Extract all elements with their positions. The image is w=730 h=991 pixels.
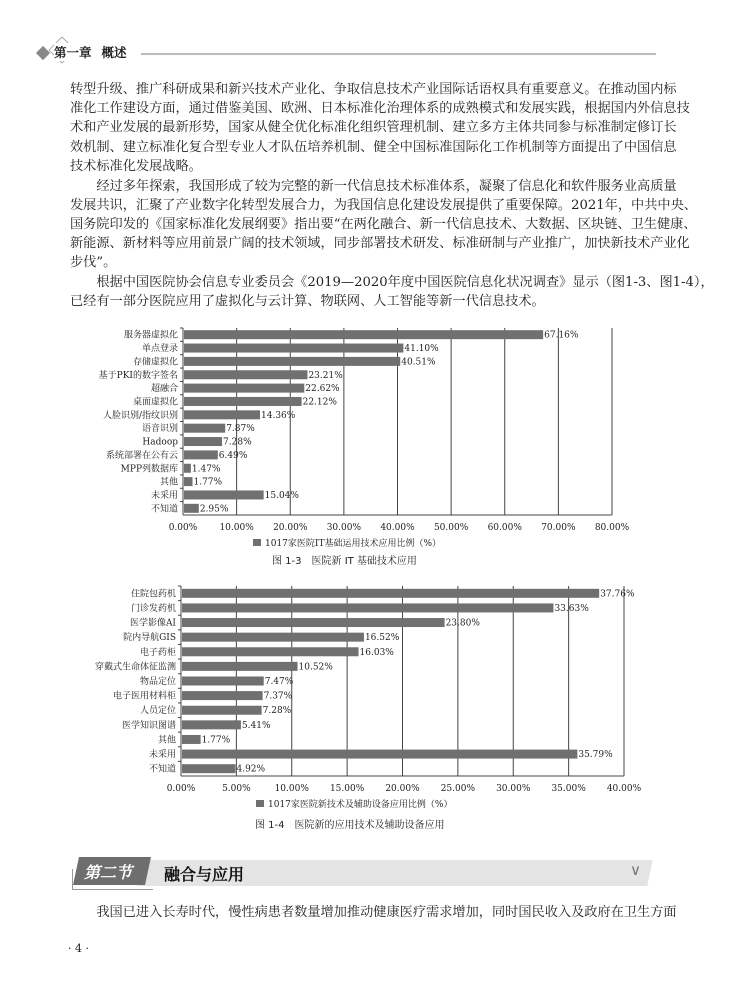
bar xyxy=(184,384,304,393)
x-tick-label: 5.00% xyxy=(222,784,251,794)
x-tick-label: 20.00% xyxy=(273,523,308,533)
category-label: 医学知识图谱 xyxy=(121,720,176,731)
category-label: 未采用 xyxy=(150,490,178,501)
x-tick-label: 50.00% xyxy=(433,523,469,533)
bar xyxy=(184,370,307,379)
value-label: 16.03% xyxy=(359,647,394,658)
x-tick-label: 15.00% xyxy=(329,784,365,794)
legend-label: 1017家医院IT基础运用技术应用比例（%） xyxy=(265,539,442,549)
x-tick-label: 0.00% xyxy=(168,523,198,533)
chart1-caption: 图 1-3 医院新 IT 基础技术应用 xyxy=(272,556,417,567)
running-header xyxy=(36,38,656,68)
bar xyxy=(184,504,199,513)
value-label: 14.36% xyxy=(261,410,296,421)
chart2-caption: 图 1-4 医院新的应用技术及辅助设备应用 xyxy=(255,820,445,831)
x-tick-label: 10.00% xyxy=(219,523,254,533)
category-label: 系统部署在公有云 xyxy=(105,450,178,461)
paragraph-line: 技术标准化发展战略。 xyxy=(70,159,202,174)
x-tick-label: 80.00% xyxy=(594,523,630,533)
paragraph-line: 国务院印发的《国家标准化发展纲要》指出要“在两化融合、新一代信息技术、大数据、区块链、卫生健康、 xyxy=(70,217,697,232)
x-tick-label: 35.00% xyxy=(551,784,586,794)
category-label: 存储虚拟化 xyxy=(132,357,178,368)
value-label: 22.62% xyxy=(305,384,340,395)
chapter-title xyxy=(54,43,141,61)
bar xyxy=(184,437,222,446)
value-label: 40.51% xyxy=(401,357,436,368)
x-tick-label: 20.00% xyxy=(385,784,420,794)
bar xyxy=(182,706,262,715)
category-label: 桌面虚拟化 xyxy=(132,397,178,408)
bar xyxy=(182,618,445,627)
bar xyxy=(182,691,263,700)
value-label: 33.63% xyxy=(554,603,589,614)
bar xyxy=(182,589,599,598)
category-label: 单点登录 xyxy=(141,344,178,355)
bar xyxy=(184,344,403,353)
x-tick-label: 40.00% xyxy=(380,523,415,533)
x-tick-label: 70.00% xyxy=(541,523,576,533)
category-label: 服务器虚拟化 xyxy=(123,330,178,341)
x-tick-label: 10.00% xyxy=(274,784,309,794)
x-tick-label: 30.00% xyxy=(326,523,362,533)
bar xyxy=(182,677,264,686)
bar xyxy=(184,410,260,419)
legend-label: 1017家医院新技术及辅助设备应用比例（%） xyxy=(268,800,453,810)
header-rule xyxy=(128,53,656,55)
category-label: 语音识别 xyxy=(141,424,178,435)
category-label: 电子医用材料柜 xyxy=(112,691,176,702)
paragraph-line: 转型升级、推广科研成果和新兴技术产业化、争取信息技术产业国际话语权具有重要意义。在推动国内标 xyxy=(70,82,677,97)
category-label: Hadoop xyxy=(142,437,178,448)
value-label: 16.52% xyxy=(364,633,400,644)
value-label: 22.12% xyxy=(302,397,337,408)
value-label: 10.52% xyxy=(298,662,333,673)
paragraph-line: 准化工作建设方面，通过借鉴美国、欧洲、日本标准化治理体系的成熟模式和发展实践，根据国内外信息技 xyxy=(70,101,690,116)
category-label: 院内导航GIS xyxy=(123,633,176,644)
value-label: 5.41% xyxy=(241,720,271,731)
category-label: 超融合 xyxy=(150,384,178,395)
value-label: 4.92% xyxy=(236,764,266,775)
chapter-number: 第一章 xyxy=(54,45,92,60)
value-label: 41.10% xyxy=(404,344,439,355)
bar xyxy=(182,603,553,612)
x-tick-label: 25.00% xyxy=(440,784,476,794)
page-number: · 4 · xyxy=(68,942,89,955)
bar xyxy=(182,647,359,656)
category-label: MPP列数据库 xyxy=(120,464,178,475)
bar xyxy=(184,477,192,486)
x-tick-label: 60.00% xyxy=(487,523,522,533)
value-label: 37.76% xyxy=(600,589,635,600)
category-label: 不知道 xyxy=(148,764,176,775)
paragraph-line: 已经有一部分医院应用了虚拟化与云计算、物联网、人工智能等新一代信息技术。 xyxy=(70,294,545,309)
x-tick-label: 30.00% xyxy=(496,784,531,794)
category-label: 住院包药机 xyxy=(130,589,176,600)
category-label: 其他 xyxy=(157,735,176,746)
x-tick-label: 0.00% xyxy=(166,784,196,794)
body-paragraph: 我国已进入长寿时代，慢性病患者数量增加推动健康医疗需求增加，同时国民收入及政府在卫生方面 xyxy=(70,905,677,920)
section-title: 融合与应用 xyxy=(164,865,245,884)
category-label: 物品定位 xyxy=(139,677,176,687)
bar xyxy=(184,330,543,339)
legend-swatch xyxy=(256,800,264,807)
value-label: 7.28% xyxy=(223,437,252,448)
paragraph-line: 效机制、建立标准化复合型专业人才队伍培养机制、健全中国标准国际化工作机制等方面提出了中国信息 xyxy=(70,140,677,155)
chevron-down-icon: ∨ xyxy=(630,861,641,879)
paragraph-line: 步伐”。 xyxy=(70,255,117,270)
x-tick-label: 40.00% xyxy=(606,784,642,794)
bar xyxy=(182,764,235,773)
value-label: 7.47% xyxy=(264,677,294,687)
value-label: 7.28% xyxy=(262,706,292,717)
paragraph-line: 根据中国医院协会信息专业委员会《2019—2020年度中国医院信息化状况调查》显示（图1-3、图1-4）， xyxy=(70,275,714,290)
bar xyxy=(182,633,364,642)
category-label: 其他 xyxy=(159,477,178,488)
chapter-name: 概述 xyxy=(101,45,127,60)
category-label: 人脸识别/指纹识别 xyxy=(102,410,178,421)
value-label: 67.16% xyxy=(544,330,579,341)
paragraph-line: 新能源、新材料等应用前景广阔的技术领域，同步部署技术研发、标准研制与产业推广，加快新技术产业化 xyxy=(70,236,690,251)
bar xyxy=(182,750,577,759)
bar xyxy=(184,397,302,406)
bar xyxy=(184,424,225,433)
paragraph-line: 经过多年探索，我国形成了较为完整的新一代信息技术标准体系，凝聚了信息化和软件服务业高质量 xyxy=(70,179,677,194)
bar xyxy=(184,464,191,473)
bar xyxy=(184,490,264,499)
section-number: 第二节 xyxy=(84,863,133,882)
value-label: 23.21% xyxy=(308,370,343,381)
bar xyxy=(182,735,201,744)
category-label: 基于PKI的数字签名 xyxy=(98,370,178,381)
category-label: 人员定位 xyxy=(139,706,176,717)
legend-swatch xyxy=(253,539,261,546)
value-label: 15.04% xyxy=(264,490,299,501)
value-label: 6.49% xyxy=(218,450,248,461)
bar xyxy=(184,357,400,366)
bar xyxy=(184,450,218,459)
value-label: 23.80% xyxy=(445,618,480,629)
diamond-icon xyxy=(36,46,50,60)
value-label: 2.95% xyxy=(199,504,229,515)
value-label: 7.87% xyxy=(226,424,255,435)
category-label: 未采用 xyxy=(148,750,176,761)
paragraph-line: 术和产业发展的最新形势，国家从健全优化标准化组织管理机制、建立多方主体共同参与标准制定修订长 xyxy=(70,120,677,135)
value-label: 1.47% xyxy=(191,464,221,475)
bar xyxy=(182,662,298,671)
category-label: 电子药柜 xyxy=(139,647,176,658)
category-label: 穿戴式生命体征监测 xyxy=(94,662,176,673)
bar xyxy=(182,720,241,729)
section-banner xyxy=(70,857,655,887)
category-label: 不知道 xyxy=(150,504,178,515)
value-label: 1.77% xyxy=(201,735,231,746)
paragraph-line: 发展共识，汇聚了产业数字化转型发展合力，为我国信息化建设发展提供了重要保障。2021年，中共中央、 xyxy=(70,198,697,213)
value-label: 1.77% xyxy=(193,477,223,488)
value-label: 35.79% xyxy=(578,750,613,761)
value-label: 7.37% xyxy=(263,691,293,702)
category-label: 医学影像AI xyxy=(129,618,176,629)
category-label: 门诊发药机 xyxy=(130,603,176,614)
